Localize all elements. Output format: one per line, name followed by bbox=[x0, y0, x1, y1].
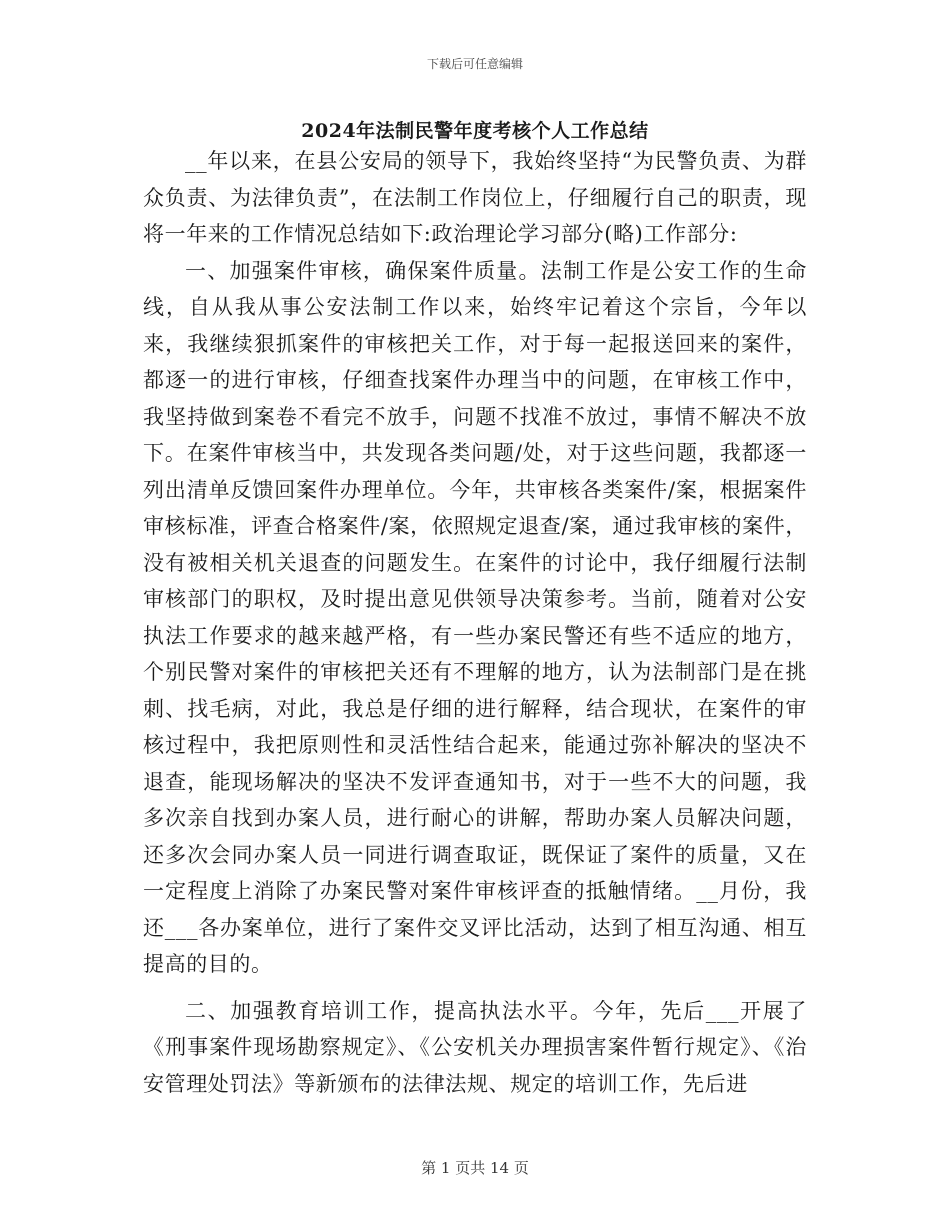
paragraph-section-2: 二、加强教育培训工作，提高执法水平。今年，先后___开展了《刑事案件现场勘察规定》、《公安机关办理损害案件暂行规定》、《治安管理处罚法》等新颁布的法律法规、规定的培训工作，先后进 bbox=[143, 998, 807, 1096]
page-number: 第 1 页共 14 页 bbox=[421, 1159, 529, 1177]
paragraph-intro: __年以来，在县公安局的领导下，我始终坚持“为民警负责、为群众负责、为法律负责”，在法制工作岗位上，仔细履行自己的职责，现将一年来的工作情况总结如下:政治理论学习部分(略)工作部分: bbox=[143, 149, 807, 246]
download-note: 下载后可任意编辑 bbox=[426, 57, 523, 71]
paragraph-section-1: 一、加强案件审核，确保案件质量。法制工作是公安工作的生命线，自从我从事公安法制工作以来，始终牢记着这个宗旨，今年以来，我继续狠抓案件的审核把关工作，对于每一起报送回来的案件，都逐一的进行审核，仔细查找案件办理当中的问题，在审核工作中，我坚持做到案卷不看完不放手，问题不找准不放过，事情不解决不放下。在案件审核当中，共发现各类问题/处，对于这些问题，我都逐一列出清单反馈回案件办理单位。今年，共审核各类案件/案，根据案件审核标准，评查合格案件/案，依照规定退查/案，通过我审核的案件，没有被相关机关退查的问题发生。在案件的讨论中，我仔细履行法制审核部门的职权，及时提出意见供领导决策参考。当前，随着对公安执法工作要求的越来越严格，有一些办案民警还有些不适应的地方，个别民警对案件的审核把关还有不理解的地方，认为法制部门是在挑刺、找毛病，对此，我总是仔细的进行解释，结合现状，在案件的审核过程中，我把原则性和灵活性结合起来，能通过弥补解决的坚决不退查，能现场解决的坚决不发评查通知书，对于一些不大的问题，我多次亲自找到办案人员，进行耐心的讲解，帮助办案人员解决问题，还多次会同办案人员一同进行调查取证，既保证了案件的质量，又在一定程度上消除了办案民警对案件审核评查的抵触情绪。__月份，我还___各办案单位，进行了案件交叉评比活动，达到了相互沟通、相互提高的目的。 bbox=[143, 258, 807, 976]
document-body bbox=[143, 143, 807, 1102]
document-title: 2024年法制民警年度考核个人工作总结 bbox=[301, 120, 649, 142]
